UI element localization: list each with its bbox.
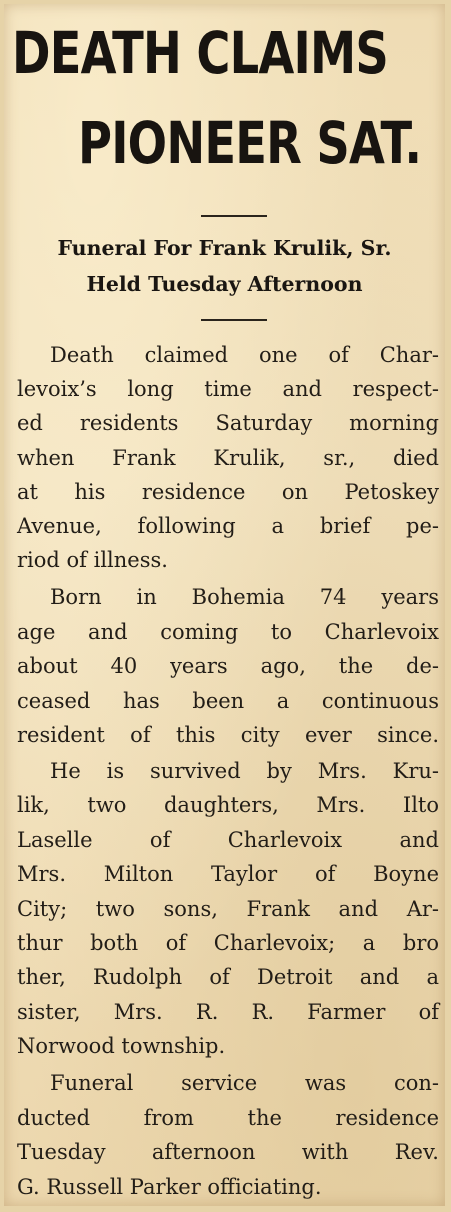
body-line: Death claimed one of Char- — [50, 343, 439, 367]
rule-top — [201, 215, 267, 217]
newspaper-clipping — [4, 4, 445, 1206]
body-line: City; two sons, Frank and Ar- — [17, 897, 439, 921]
body-line: Norwood township. — [17, 1034, 226, 1058]
body-line: ed residents Saturday morning — [17, 411, 439, 435]
body-line: Laselle of Charlevoix and — [17, 828, 439, 852]
body-line: Mrs. Milton Taylor of Boyne — [17, 862, 439, 886]
subhead-line-2: Held Tuesday Afternoon — [86, 272, 363, 296]
body-line: thur both of Charlevoix; a bro — [17, 931, 439, 955]
body-line: when Frank Krulik, sr., died — [17, 446, 439, 470]
headline-line-1: DEATH CLAIMS — [12, 19, 388, 87]
body-line: He is survived by Mrs. Kru- — [50, 759, 439, 783]
body-line: G. Russell Parker officiating. — [17, 1175, 322, 1199]
body-line: sister, Mrs. R. R. Farmer of — [17, 1000, 439, 1024]
body-line: age and coming to Charlevoix — [17, 620, 439, 644]
body-line: riod of illness. — [17, 548, 168, 572]
headline-line-2: PIONEER SAT. — [78, 109, 422, 177]
body-line: about 40 years ago, the de- — [17, 654, 439, 678]
body-line: lik, two daughters, Mrs. Ilto — [17, 793, 439, 817]
body-line: ducted from the residence — [17, 1106, 439, 1130]
body-line: Avenue, following a brief pe- — [17, 514, 439, 538]
subhead-line-1: Funeral For Frank Krulik, Sr. — [57, 236, 392, 260]
body-line: ther, Rudolph of Detroit and a — [17, 965, 439, 989]
body-line: at his residence on Petoskey — [17, 480, 439, 504]
body-line: ceased has been a continuous — [17, 689, 439, 713]
body-line: resident of this city ever since. — [17, 723, 439, 747]
rule-bottom — [201, 319, 267, 321]
body-line: levoix’s long time and respect- — [17, 377, 439, 401]
body-line: Tuesday afternoon with Rev. — [17, 1140, 439, 1164]
body-line: Funeral service was con- — [50, 1071, 439, 1095]
body-line: Born in Bohemia 74 years — [50, 585, 439, 609]
